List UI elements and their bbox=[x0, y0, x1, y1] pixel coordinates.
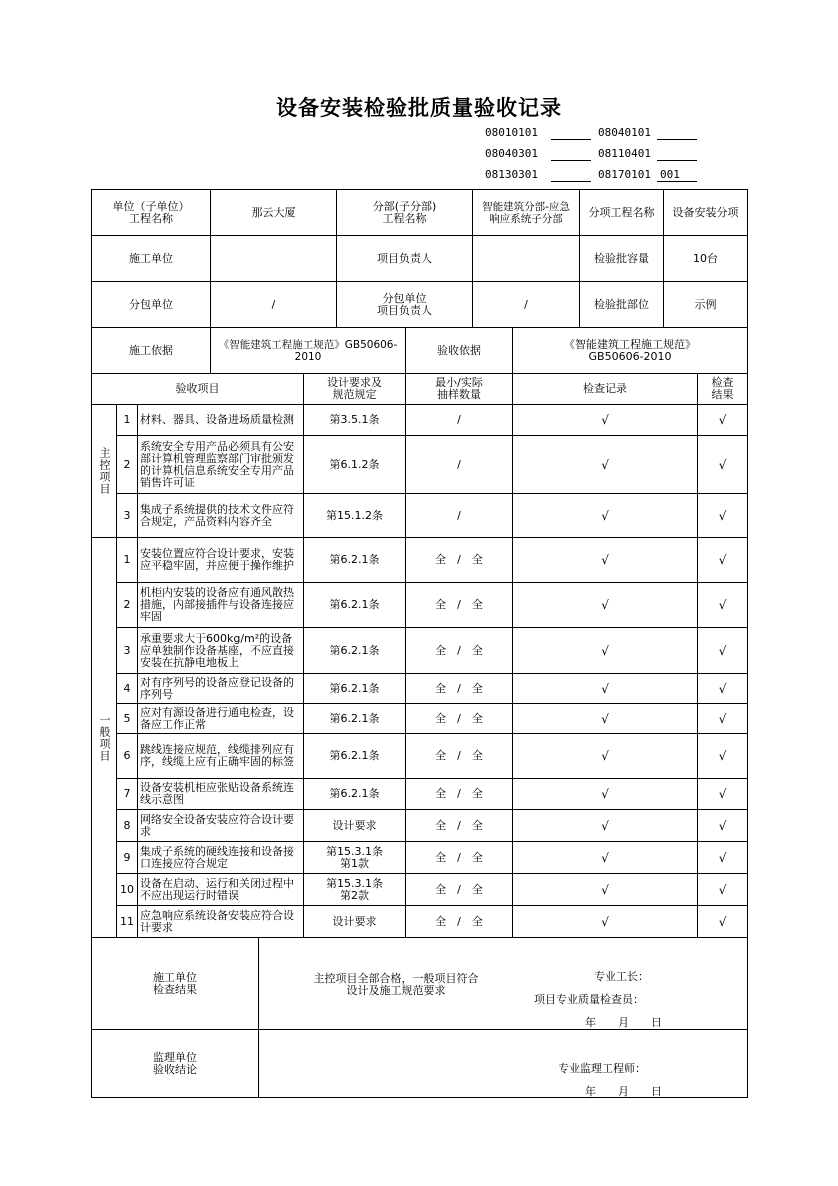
table-row bbox=[92, 494, 748, 538]
item-spec: 第6.2.1条 bbox=[304, 583, 406, 628]
table-row bbox=[92, 583, 748, 628]
constructor-value bbox=[211, 236, 337, 282]
item-number: 5 bbox=[117, 704, 138, 734]
code-suffix: 001 bbox=[660, 168, 680, 181]
code-underline bbox=[657, 181, 697, 182]
code-underline bbox=[657, 160, 697, 161]
item-desc: 设备在启动、运行和关闭过程中不应出现运行时错误 bbox=[138, 874, 304, 906]
item-result: √ bbox=[698, 583, 748, 628]
item-sample: 全 / 全 bbox=[406, 538, 513, 583]
table-row bbox=[92, 810, 748, 842]
table-row bbox=[92, 704, 748, 734]
item-spec: 第6.2.1条 bbox=[304, 704, 406, 734]
item-result: √ bbox=[698, 436, 748, 494]
item-spec: 第6.2.1条 bbox=[304, 734, 406, 779]
item-sample: 全 / 全 bbox=[406, 583, 513, 628]
basis-label: 施工依据 bbox=[92, 328, 211, 374]
item-desc: 应对有源设备进行通电检查，设备应工作正常 bbox=[138, 704, 304, 734]
item-result: √ bbox=[698, 538, 748, 583]
general-group-label: 一般项目 bbox=[92, 538, 117, 938]
item-record: √ bbox=[513, 538, 698, 583]
item-desc: 网络安全设备安装应符合设计要求 bbox=[138, 810, 304, 842]
code: 08040101 bbox=[598, 126, 651, 139]
item-sample: 全 / 全 bbox=[406, 779, 513, 810]
item-spec: 第15.3.1条 第2款 bbox=[304, 874, 406, 906]
item-record: √ bbox=[513, 810, 698, 842]
item-desc: 材料、器具、设备进场质量检测 bbox=[138, 405, 304, 436]
item-sample: / bbox=[406, 494, 513, 538]
item-sample: 全 / 全 bbox=[406, 628, 513, 674]
subcontractor-value: / bbox=[211, 282, 337, 328]
item-desc: 系统安全专用产品必须具有公安部计算机管理监察部门审批颁发的计算机信息系统安全专用产品销售许可证 bbox=[138, 436, 304, 494]
item-spec: 第15.3.1条 第1款 bbox=[304, 842, 406, 874]
table-row bbox=[92, 906, 748, 938]
item-spec: 第6.2.1条 bbox=[304, 538, 406, 583]
item-record: √ bbox=[513, 405, 698, 436]
item-desc: 机柜内安装的设备应有通风散热措施，内部接插件与设备连接应牢固 bbox=[138, 583, 304, 628]
item-result: √ bbox=[698, 874, 748, 906]
item-spec: 第6.1.2条 bbox=[304, 436, 406, 494]
item-number: 9 bbox=[117, 842, 138, 874]
column-design: 设计要求及 规范规定 bbox=[304, 374, 406, 405]
item-spec: 设计要求 bbox=[304, 906, 406, 938]
table-row bbox=[92, 628, 748, 674]
item-desc: 承重要求大于600kg/m²的设备应单独制作设备基座，不应直接安装在抗静电地板上 bbox=[138, 628, 304, 674]
item-spec: 第6.2.1条 bbox=[304, 779, 406, 810]
table-row bbox=[92, 405, 748, 436]
item-result: √ bbox=[698, 779, 748, 810]
sub-pm-value: / bbox=[473, 282, 580, 328]
item-record: √ bbox=[513, 704, 698, 734]
page-title: 设备安装检验批质量验收记录 bbox=[276, 96, 562, 120]
item-record: √ bbox=[513, 436, 698, 494]
division-label: 分部(子分部) 工程名称 bbox=[337, 190, 473, 236]
item-result: √ bbox=[698, 906, 748, 938]
item-result: √ bbox=[698, 704, 748, 734]
item-desc: 集成子系统的硬线连接和设备接口连接应符合规定 bbox=[138, 842, 304, 874]
item-number: 7 bbox=[117, 779, 138, 810]
code: 08170101 bbox=[598, 168, 651, 181]
supervision-date: 年 月 日 bbox=[585, 1085, 662, 1098]
table-row bbox=[92, 436, 748, 494]
inspection-form bbox=[91, 189, 748, 1098]
item-number: 1 bbox=[117, 405, 138, 436]
item-spec: 第6.2.1条 bbox=[304, 628, 406, 674]
subitem-label: 分项工程名称 bbox=[580, 190, 664, 236]
item-number: 4 bbox=[117, 674, 138, 704]
item-sample: 全 / 全 bbox=[406, 734, 513, 779]
subcontractor-label: 分包单位 bbox=[92, 282, 211, 328]
table-row bbox=[92, 842, 748, 874]
unit-label: 单位（子单位） 工程名称 bbox=[92, 190, 211, 236]
code-underline bbox=[551, 160, 591, 161]
column-item: 验收项目 bbox=[92, 374, 304, 405]
item-sample: / bbox=[406, 405, 513, 436]
item-record: √ bbox=[513, 674, 698, 704]
location-label: 检验批部位 bbox=[580, 282, 664, 328]
item-spec: 第3.5.1条 bbox=[304, 405, 406, 436]
item-number: 2 bbox=[117, 436, 138, 494]
item-result: √ bbox=[698, 842, 748, 874]
item-result: √ bbox=[698, 405, 748, 436]
item-number: 3 bbox=[117, 628, 138, 674]
location-value: 示例 bbox=[664, 282, 748, 328]
code: 08040301 bbox=[485, 147, 538, 160]
item-sample: 全 / 全 bbox=[406, 874, 513, 906]
sub-pm-label: 分包单位 项目负责人 bbox=[337, 282, 473, 328]
item-desc: 跳线连接应规范，线缆排列应有序，线缆上应有正确牢固的标签 bbox=[138, 734, 304, 779]
quality-inspector-label: 项目专业质量检查员： bbox=[534, 993, 644, 1006]
item-result: √ bbox=[698, 628, 748, 674]
code: 08130301 bbox=[485, 168, 538, 181]
item-number: 6 bbox=[117, 734, 138, 779]
item-sample: / bbox=[406, 436, 513, 494]
item-spec: 第6.2.1条 bbox=[304, 674, 406, 704]
item-desc: 应急响应系统设备安装应符合设计要求 bbox=[138, 906, 304, 938]
pm-label: 项目负责人 bbox=[337, 236, 473, 282]
item-result: √ bbox=[698, 734, 748, 779]
supervision-cell bbox=[259, 1030, 748, 1098]
item-result: √ bbox=[698, 810, 748, 842]
supervision-label: 监理单位 验收结论 bbox=[92, 1030, 259, 1098]
capacity-value: 10台 bbox=[664, 236, 748, 282]
column-record: 检查记录 bbox=[513, 374, 698, 405]
code-underline bbox=[551, 139, 591, 140]
code-underline bbox=[551, 181, 591, 182]
item-record: √ bbox=[513, 734, 698, 779]
unit-value: 那云大厦 bbox=[211, 190, 337, 236]
item-sample: 全 / 全 bbox=[406, 810, 513, 842]
item-record: √ bbox=[513, 842, 698, 874]
subitem-value: 设备安装分项 bbox=[664, 190, 748, 236]
code: 08010101 bbox=[485, 126, 538, 139]
item-record: √ bbox=[513, 494, 698, 538]
acceptance-basis-label: 验收依据 bbox=[406, 328, 513, 374]
item-number: 11 bbox=[117, 906, 138, 938]
division-value: 智能建筑分部-应急 响应系统子分部 bbox=[473, 190, 580, 236]
item-sample: 全 / 全 bbox=[406, 704, 513, 734]
item-spec: 第15.1.2条 bbox=[304, 494, 406, 538]
pm-value bbox=[473, 236, 580, 282]
item-desc: 对有序列号的设备应登记设备的序列号 bbox=[138, 674, 304, 704]
item-number: 8 bbox=[117, 810, 138, 842]
code: 08110401 bbox=[598, 147, 651, 160]
item-result: √ bbox=[698, 494, 748, 538]
item-result: √ bbox=[698, 674, 748, 704]
item-number: 2 bbox=[117, 583, 138, 628]
column-sample: 最小/实际 抽样数量 bbox=[406, 374, 513, 405]
construction-check-label: 施工单位 检查结果 bbox=[92, 938, 259, 1030]
foreman-label: 专业工长： bbox=[594, 970, 649, 983]
table-row bbox=[92, 538, 748, 583]
item-record: √ bbox=[513, 906, 698, 938]
item-desc: 设备安装机柜应张贴设备系统连线示意图 bbox=[138, 779, 304, 810]
code-underline bbox=[657, 139, 697, 140]
item-desc: 安装位置应符合设计要求，安装应平稳牢固，并应便于操作维护 bbox=[138, 538, 304, 583]
item-desc: 集成子系统提供的技术文件应符合规定，产品资料内容齐全 bbox=[138, 494, 304, 538]
item-sample: 全 / 全 bbox=[406, 842, 513, 874]
supervising-engineer-label: 专业监理工程师： bbox=[558, 1062, 646, 1075]
item-sample: 全 / 全 bbox=[406, 906, 513, 938]
construction-conclusion: 主控项目全部合格，一般项目符合 设计及施工规范要求 bbox=[313, 972, 479, 997]
item-number: 10 bbox=[117, 874, 138, 906]
item-sample: 全 / 全 bbox=[406, 674, 513, 704]
item-number: 3 bbox=[117, 494, 138, 538]
column-result: 检查 结果 bbox=[698, 374, 748, 405]
capacity-label: 检验批容量 bbox=[580, 236, 664, 282]
item-record: √ bbox=[513, 779, 698, 810]
table-row bbox=[92, 674, 748, 704]
item-record: √ bbox=[513, 628, 698, 674]
table-row bbox=[92, 734, 748, 779]
basis-value: 《智能建筑工程施工规范》GB50606-2010 bbox=[211, 328, 406, 374]
item-spec: 设计要求 bbox=[304, 810, 406, 842]
constructor-label: 施工单位 bbox=[92, 236, 211, 282]
item-record: √ bbox=[513, 874, 698, 906]
item-record: √ bbox=[513, 583, 698, 628]
table-row bbox=[92, 779, 748, 810]
acceptance-basis-value: 《智能建筑工程施工规范》 GB50606-2010 bbox=[513, 328, 748, 374]
main-group-label: 主控项目 bbox=[92, 405, 117, 538]
table-row bbox=[92, 874, 748, 906]
construction-date: 年 月 日 bbox=[585, 1016, 662, 1029]
item-number: 1 bbox=[117, 538, 138, 583]
